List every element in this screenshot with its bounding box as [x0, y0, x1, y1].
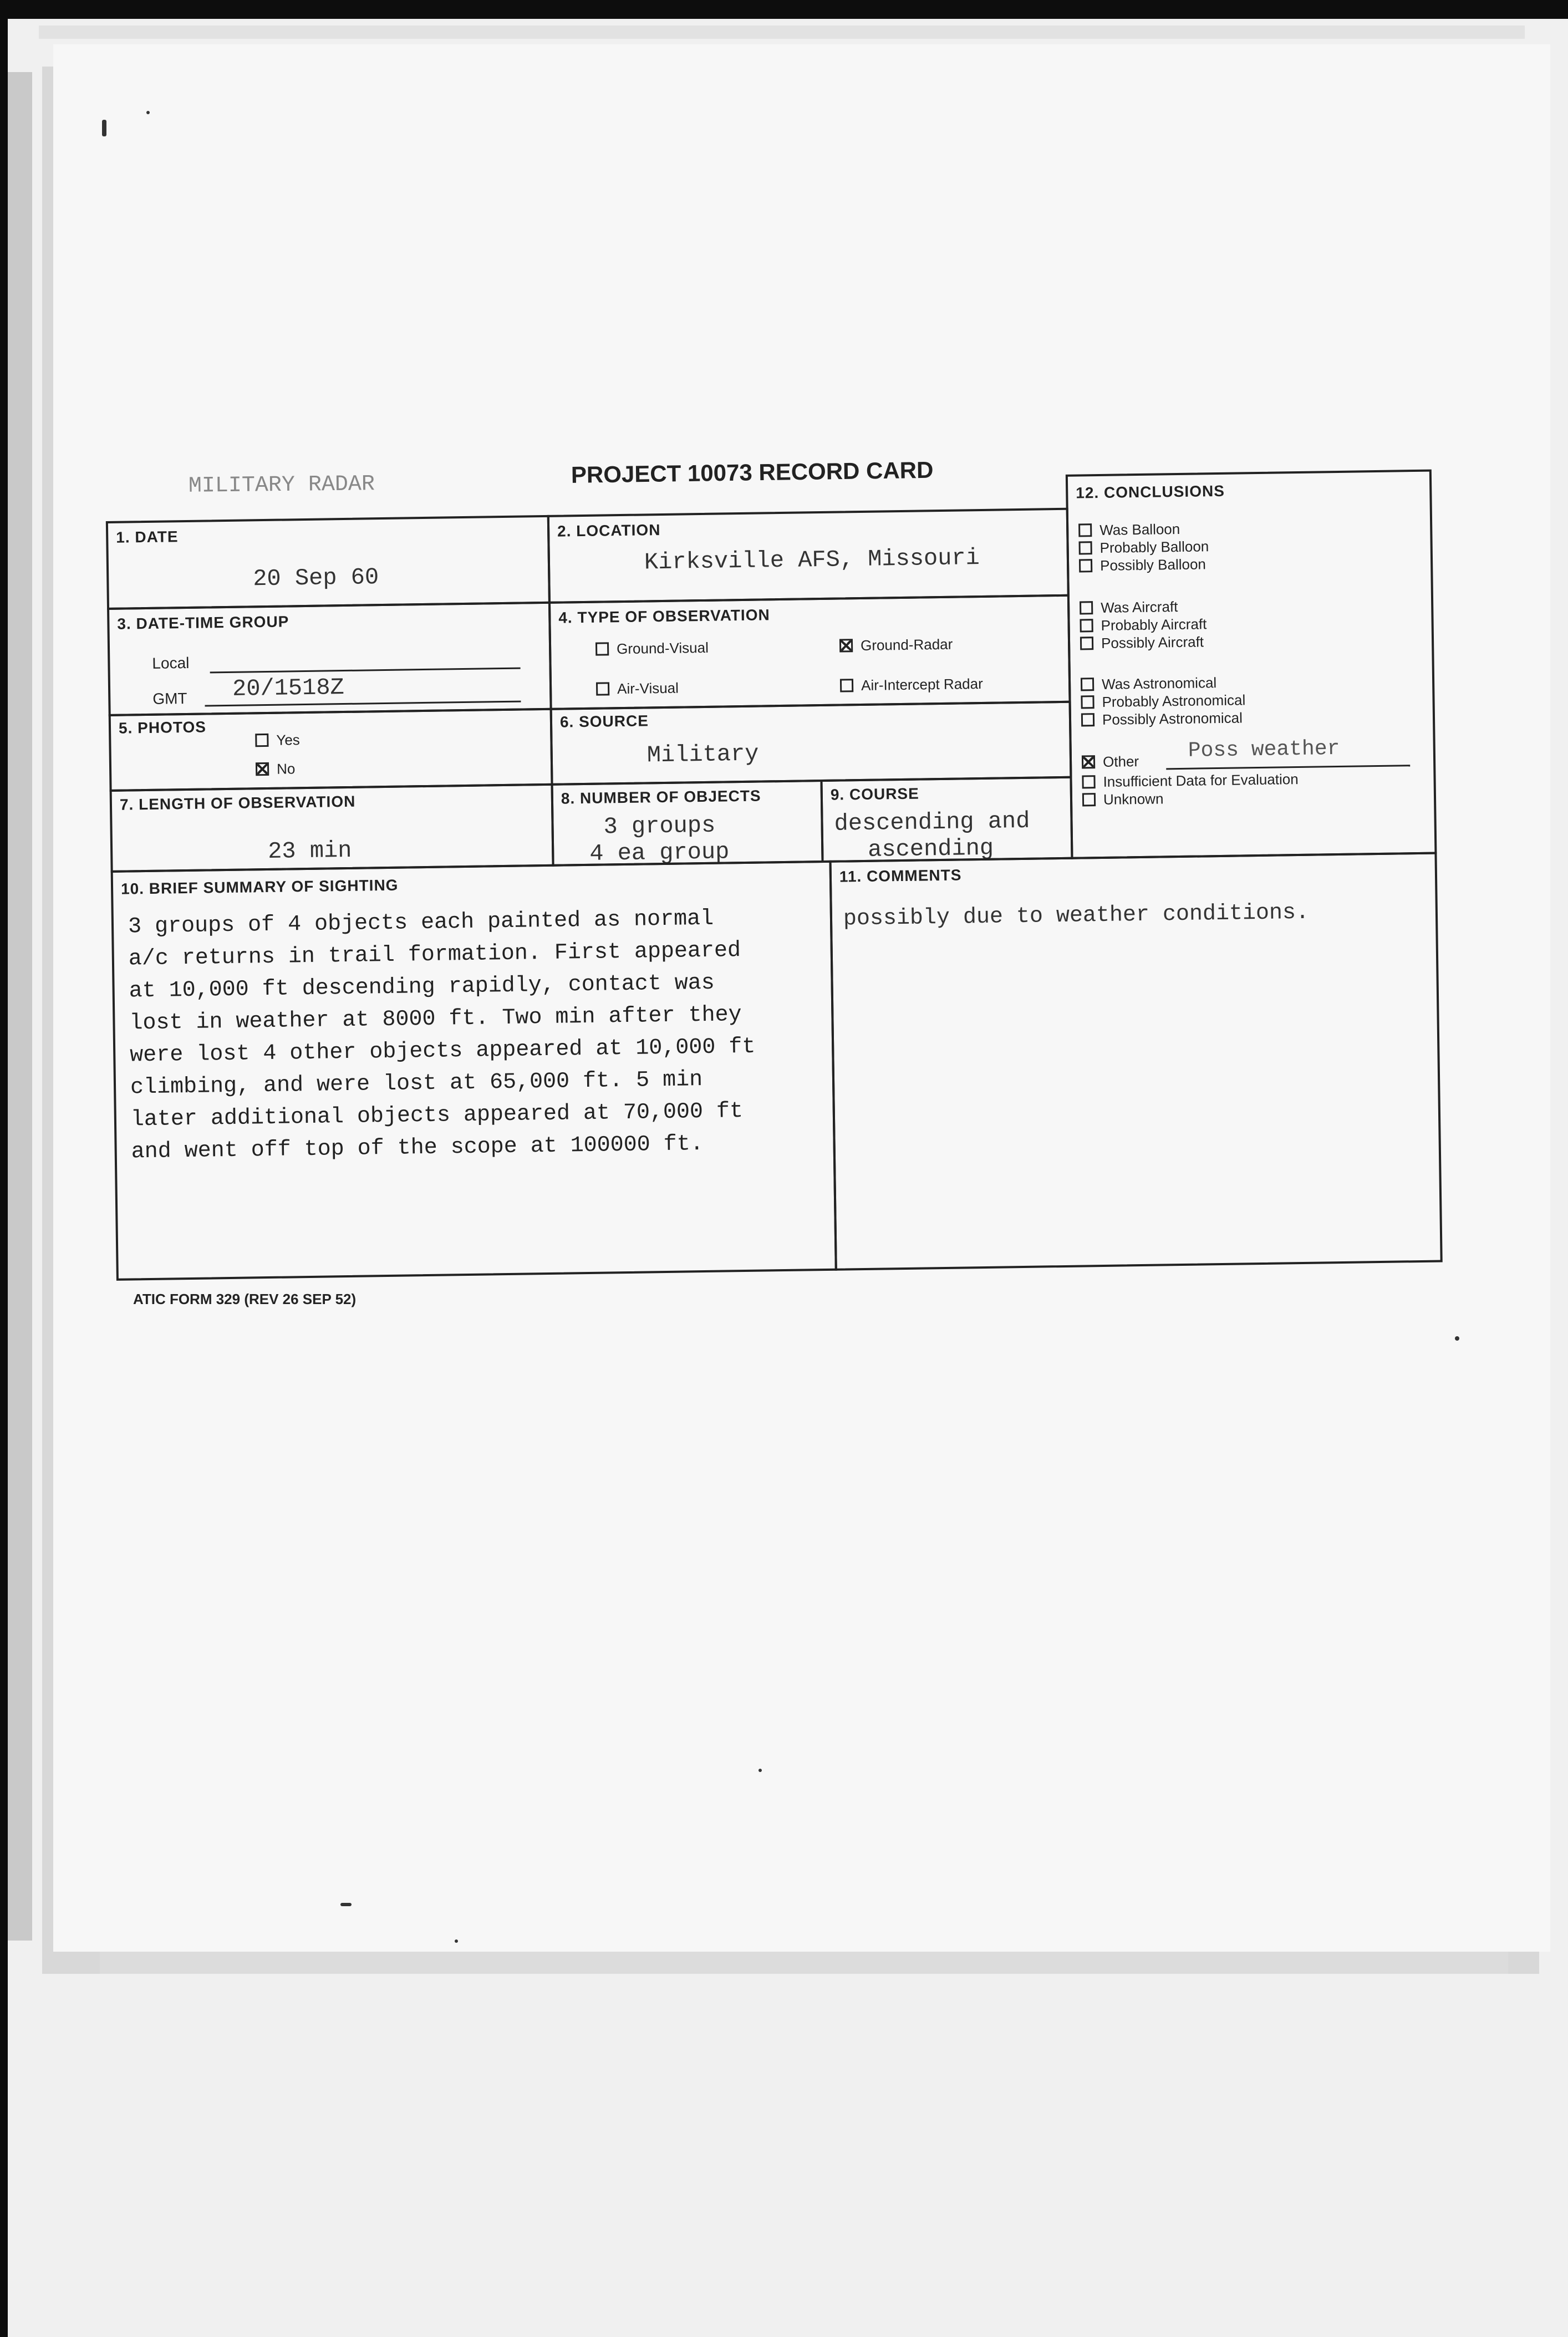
checkbox-icon: [1081, 678, 1094, 691]
source-value: Military: [646, 740, 759, 769]
source-cell: [550, 701, 1072, 786]
date-time-group-cell: [107, 602, 552, 716]
conclusion-probably-balloon: Probably Balloon: [1078, 538, 1209, 557]
source-stamp: MILITARY RADAR: [188, 472, 375, 499]
number-of-objects-cell: [551, 780, 824, 867]
checkbox-icon: [595, 642, 609, 655]
length-of-observation-value: 23 min: [267, 837, 352, 865]
conclusion-was-aircraft: Was Aircraft: [1080, 598, 1178, 617]
other-value: Poss weather: [1188, 736, 1340, 763]
conclusions-cell: [1066, 470, 1437, 859]
gmt-value: 20/1518Z: [232, 674, 345, 702]
checked-checkbox-icon: [1082, 755, 1095, 768]
conclusion-unknown: Unknown: [1082, 790, 1164, 808]
speck-mark: [340, 1903, 352, 1906]
option-air-visual: Air-Visual: [596, 680, 679, 698]
date-time-group-label: 3. DATE-TIME GROUP: [117, 613, 289, 633]
comments-text: possibly due to weather conditions.: [843, 900, 1310, 932]
speck-mark: [146, 111, 150, 114]
checkbox-icon: [1082, 793, 1096, 806]
location-value: Kirksville AFS, Missouri: [644, 544, 980, 576]
checkbox-icon: [596, 682, 609, 695]
option-ground-visual: Ground-Visual: [595, 639, 709, 658]
local-field: [210, 651, 520, 674]
checked-checkbox-icon: [256, 762, 269, 776]
option-ground-radar: Ground-Radar: [839, 636, 953, 655]
card-title: PROJECT 10073 RECORD CARD: [571, 456, 934, 488]
other-field: [1166, 736, 1410, 770]
checkbox-icon: [1079, 559, 1092, 572]
gmt-label: GMT: [152, 689, 187, 707]
gmt-field: [205, 674, 521, 707]
checkbox-icon: [840, 679, 853, 692]
photo-top-edge: [39, 26, 1525, 39]
conclusion-was-astronomical: Was Astronomical: [1081, 674, 1217, 693]
photo-bottom-shadow: [100, 1952, 1508, 1974]
option-photos-no: No: [256, 760, 296, 778]
conclusions-label: 12. CONCLUSIONS: [1076, 482, 1225, 502]
conclusion-was-balloon: Was Balloon: [1078, 521, 1180, 539]
checkbox-icon: [1078, 523, 1092, 537]
checkbox-icon: [1080, 637, 1093, 650]
checkbox-icon: [1082, 775, 1095, 788]
location-label: 2. LOCATION: [557, 521, 661, 540]
checkbox-icon: [255, 734, 268, 747]
number-of-objects-line2: 4 ea group: [589, 838, 730, 867]
checkbox-icon: [1081, 713, 1094, 726]
course-line1: descending and: [834, 807, 1030, 837]
photos-cell: [109, 708, 553, 792]
summary-cell: [111, 861, 837, 1281]
length-of-observation-cell: [110, 783, 554, 873]
comments-cell: [829, 852, 1443, 1271]
course-label: 9. COURSE: [830, 785, 919, 803]
course-cell: [820, 776, 1073, 863]
conclusion-possibly-astronomical: Possibly Astronomical: [1081, 709, 1243, 729]
conclusion-possibly-balloon: Possibly Balloon: [1079, 556, 1206, 574]
course-line2: ascending: [867, 834, 994, 863]
location-cell: [547, 508, 1070, 604]
comments-label: 11. COMMENTS: [839, 866, 962, 885]
length-of-observation-label: 7. LENGTH OF OBSERVATION: [119, 792, 356, 813]
number-of-objects-label: 8. NUMBER OF OBJECTS: [561, 787, 761, 807]
speck-mark: [455, 1939, 458, 1943]
photo-left-edge: [8, 72, 32, 1941]
checkbox-icon: [1080, 601, 1093, 614]
number-of-objects-line1: 3 groups: [603, 812, 716, 841]
type-of-observation-cell: [548, 594, 1071, 710]
record-card: [105, 469, 1475, 1286]
source-label: 6. SOURCE: [559, 712, 649, 731]
date-value: 20 Sep 60: [252, 564, 379, 593]
option-photos-yes: Yes: [255, 731, 300, 749]
checkbox-icon: [1080, 619, 1093, 632]
conclusion-possibly-aircraft: Possibly Aircraft: [1080, 633, 1204, 652]
summary-label: 10. BRIEF SUMMARY OF SIGHTING: [120, 876, 399, 898]
conclusion-probably-aircraft: Probably Aircraft: [1080, 615, 1206, 634]
checkbox-icon: [1081, 695, 1094, 709]
summary-text: 3 groups of 4 objects each painted as normal a/c returns in trail formation. First appeared at 10,000 ft descending rapidly, contact was lost in weather at 8000 ft. Two min after they were lost 4 other objects appeared at 10,000 ft climbing, and were lost at 65,000 ft. 5 min later additional objects appeared at 70,000 ft and went off top of the scope at 100000 ft.: [128, 906, 756, 1165]
speck-mark: [1455, 1336, 1459, 1341]
photos-label: 5. PHOTOS: [118, 718, 207, 737]
form-number: ATIC FORM 329 (REV 26 SEP 52): [133, 1291, 357, 1307]
checked-checkbox-icon: [839, 639, 853, 652]
checkbox-icon: [1079, 541, 1092, 554]
date-cell: [106, 515, 551, 610]
conclusion-probably-astronomical: Probably Astronomical: [1081, 691, 1245, 711]
local-label: Local: [152, 654, 190, 672]
speck-mark: [758, 1769, 762, 1772]
conclusion-insufficient-data: Insufficient Data for Evaluation: [1082, 771, 1299, 791]
conclusion-other: Other: [1082, 753, 1139, 771]
type-of-observation-label: 4. TYPE OF OBSERVATION: [558, 606, 770, 627]
speck-mark: [102, 120, 106, 136]
date-label: 1. DATE: [116, 528, 179, 546]
option-air-intercept-radar: Air-Intercept Radar: [840, 675, 983, 695]
